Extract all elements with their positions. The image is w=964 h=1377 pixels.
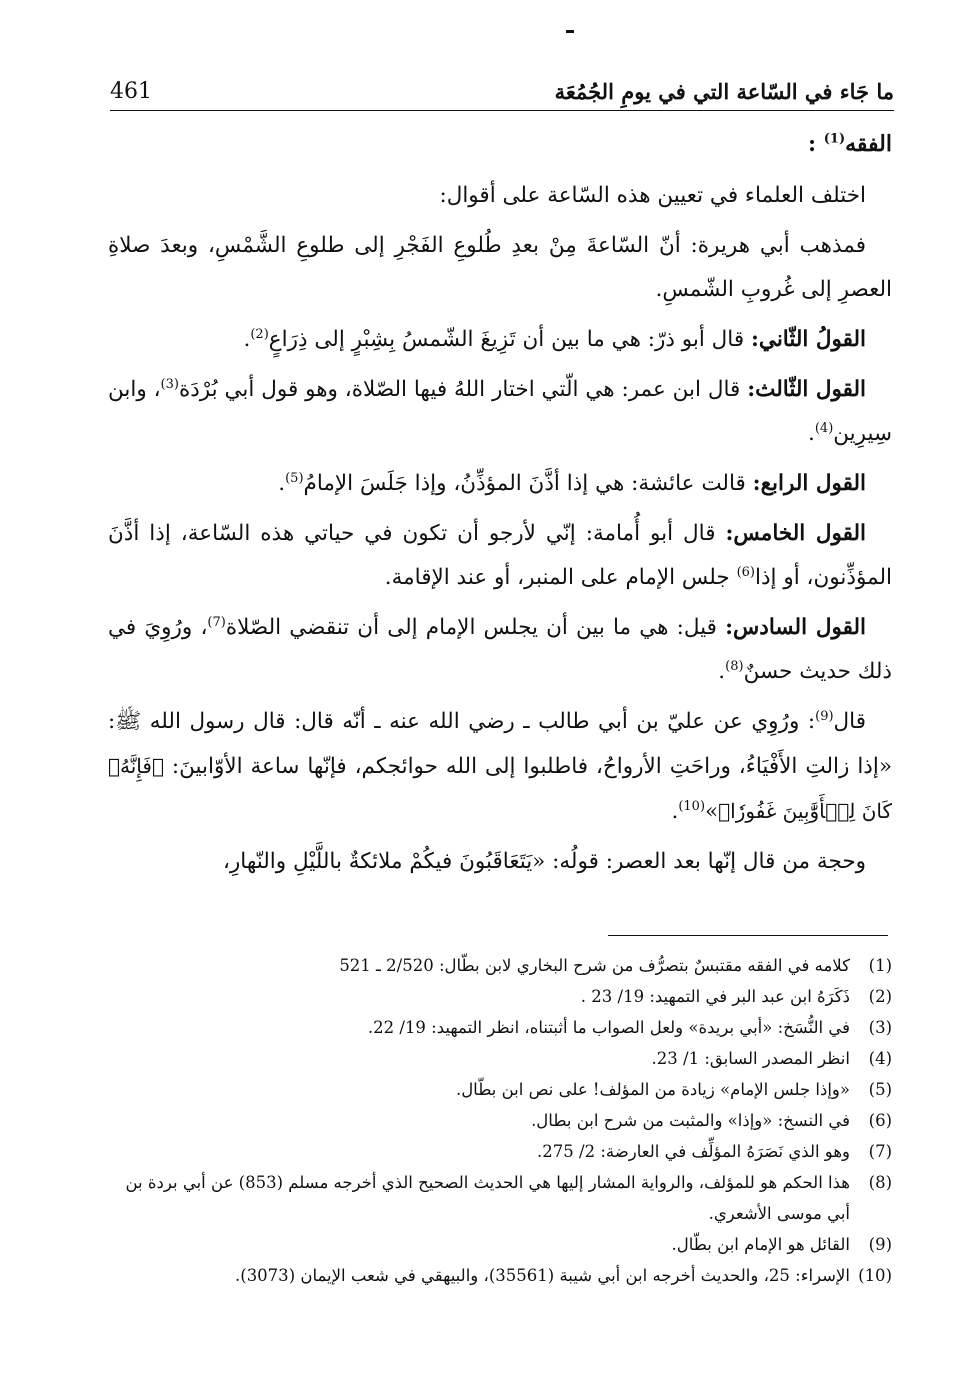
footnote-ref: (10) bbox=[678, 798, 706, 814]
footnote-text: «وإذا جلس الإمام» زيادة من المؤلف! على نص ابن بطّال. bbox=[455, 1080, 850, 1099]
footnote-item bbox=[108, 1136, 892, 1167]
opinion-label: القول الخامس: bbox=[725, 521, 867, 546]
paragraph-abu-hurayra: فمذهب أبي هريرة: أنّ السّاعةَ مِنْ بعدِ طُلوعِ الفَجْرِ إلى طلوعِ الشَّمْسِ، وبعدَ صلاةِ العصرِ إلى غُروبِ الشّمسِ. bbox=[108, 233, 892, 302]
running-title: ما جَاء في السّاعة التي في يومِ الجُمُعَة bbox=[554, 79, 894, 104]
paragraph-intro: اختلف العلماء في تعيين هذه السّاعة على أقوال: bbox=[439, 183, 866, 208]
footnote-text: في النُّسَخ: «أبي بريدة» ولعل الصواب ما أثبتناه، انظر التمهيد: 19/ 22. bbox=[367, 1018, 850, 1037]
paragraph-asr-argument: وحجة من قال إنّها بعد العصر: قولُه: «يَتَعَاقَبُونَ فيكُمْ ملائكةٌ باللَّيْلِ والنّهارِ، bbox=[222, 849, 866, 874]
footnote-number: (8) bbox=[868, 1173, 892, 1192]
footnote-ref: (3) bbox=[160, 376, 179, 392]
footnote-number: (3) bbox=[868, 1018, 892, 1037]
footnote-number: (9) bbox=[868, 1235, 892, 1254]
footnote-ref: (8) bbox=[725, 658, 744, 674]
print-mark bbox=[566, 30, 574, 33]
footnote-text: هذا الحكم هو للمؤلف، والرواية المشار إليها هي الحديث الصحيح الذي أخرجه مسلم (853) عن أبي بردة بن أبي موسى الأشعري. bbox=[125, 1173, 850, 1223]
footnote-number: (7) bbox=[868, 1142, 892, 1161]
footnote-ref: (1) bbox=[823, 131, 846, 147]
footnote-item bbox=[108, 1229, 892, 1260]
footnote-item bbox=[108, 1012, 892, 1043]
footnote-item bbox=[108, 1105, 892, 1136]
paragraph-second-opinion: القولُ الثّاني: قال أبو ذرّ: هي ما بين أن تَزِيغَ الشّمسُ بِشِبْرٍ إلى ذِرَاعٍ$^{(2)}$. bbox=[243, 326, 866, 352]
footnote-number: (6) bbox=[868, 1111, 892, 1130]
paragraph-fifth-opinion: القول الخامس: قال أبو أُمامة: إنّي لأرجو أن تكون في حياتي هذه السّاعة، إذا أذَّنَ المؤذِّنون، أو إذا$^{(6)}$ جلس الإمام على المنبر، أو عند الإقامة. bbox=[108, 521, 892, 590]
footnote-text: الإسراء: 25، والحديث أخرجه ابن أبي شيبة (35561)، والبيهقي في شعب الإيمان (3073). bbox=[235, 1266, 850, 1285]
footnote-text: ذَكَرَهُ ابن عبد البر في التمهيد: 19/ 23 . bbox=[580, 987, 850, 1006]
footnote-item bbox=[108, 1043, 892, 1074]
footnote-ref: (6) bbox=[736, 564, 755, 580]
section-heading: الفقه$^{(1)}$ : bbox=[807, 131, 892, 157]
opinion-label: القولُ الثّاني: bbox=[750, 327, 866, 352]
footnote-number: (4) bbox=[868, 1049, 892, 1068]
footnote-number: (2) bbox=[868, 987, 892, 1006]
footnote-ref: (4) bbox=[814, 420, 834, 436]
footnote-number: (1) bbox=[868, 956, 892, 975]
footnote-ref: (7) bbox=[207, 614, 226, 630]
page-header bbox=[110, 58, 894, 111]
footnote-ref: (9) bbox=[815, 708, 834, 724]
opinion-label: القول السادس: bbox=[725, 615, 866, 640]
page-number: 461 bbox=[110, 79, 152, 104]
footnote-item bbox=[108, 950, 892, 981]
footnote-text: القائل هو الإمام ابن بطّال. bbox=[671, 1235, 850, 1254]
footnote-ref: (2) bbox=[250, 326, 269, 342]
footnote-text: كلامه في الفقه مقتبسٌ بتصرُّف من شرح البخاري لابن بطّال: 2/520 ـ 521 bbox=[339, 956, 850, 975]
footnote-separator bbox=[608, 935, 888, 936]
footnote-ref: (5) bbox=[285, 470, 304, 486]
footnote-text: وهو الذي نَصَرَهُ المؤلِّف في العارضة: 2/ 275. bbox=[537, 1142, 850, 1161]
footnotes bbox=[108, 950, 892, 1291]
opinion-label: القول الثّالث: bbox=[747, 377, 867, 402]
footnote-item bbox=[108, 1260, 892, 1291]
footnote-item bbox=[108, 1074, 892, 1105]
footnote-item bbox=[108, 1167, 892, 1229]
quran-verse: ﴿فَإِنَّهُۥ كَانَ لِلۡأَوَّٰبِينَ غَفُورٗا﴾ bbox=[108, 754, 892, 823]
paragraph-third-opinion: القول الثّالث: قال ابن عمر: هي الّتي اختار اللهُ فيها الصّلاة، وهو قول أبي بُرْدَة$^{(3)}$، وابن سِيرِين$^{(4)}$. bbox=[108, 376, 892, 446]
footnote-number: (10) bbox=[858, 1266, 892, 1285]
footnote-text: في النسخ: «وإذا» والمثبت من شرح ابن بطال. bbox=[531, 1111, 850, 1130]
main-text bbox=[108, 122, 892, 890]
paragraph-fourth-opinion: القول الرابع: قالت عائشة: هي إذا أذَّنَ المؤذِّنُ، وإذا جَلَسَ الإمامُ$^{(5)}$. bbox=[278, 470, 866, 496]
opinion-label: القول الرابع: bbox=[752, 471, 866, 496]
footnote-item bbox=[108, 981, 892, 1012]
paragraph-hadith-ali: قال$^{(9)}$: ورُوِي عن عليّ بن أبي طالب ـ رضي الله عنه ـ أنّه قال: قال رسول الله ﷺ: «إذا زالتِ الأَفْيَاءُ، وراحَتِ الأرواحُ، فاطلبوا إلى الله حوائجكم، فإنّها ساعة الأوّابينَ: ﴿فَإِنَّهُۥ كَانَ لِلۡأَوَّٰبِينَ غَفُورٗا﴾»$^{(10)}$. bbox=[108, 708, 892, 824]
paragraph-sixth-opinion: القول السادس: قيل: هي ما بين أن يجلس الإمام إلى أن تنقضي الصّلاة$^{(7)}$، ورُوِيَ في ذلك حديث حسنٌ$^{(8)}$. bbox=[108, 614, 892, 684]
footnote-number: (5) bbox=[868, 1080, 892, 1099]
footnote-text: انظر المصدر السابق: 1/ 23. bbox=[651, 1049, 850, 1068]
